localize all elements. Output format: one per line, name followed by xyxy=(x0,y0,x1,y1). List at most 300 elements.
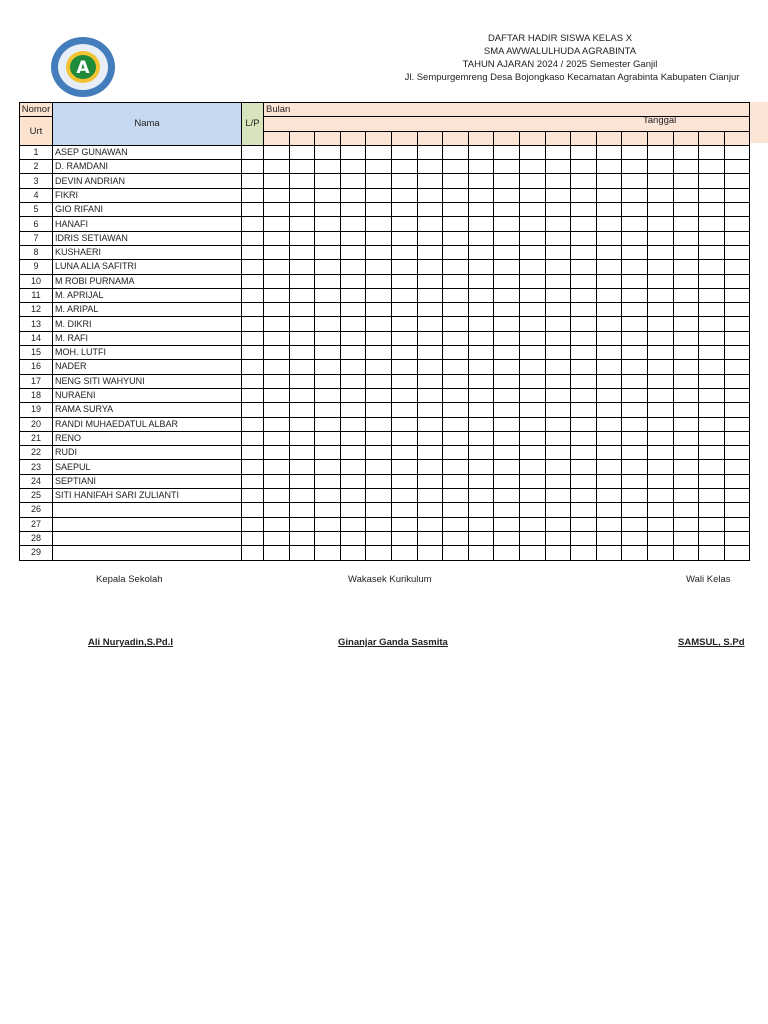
student-name: RENO xyxy=(53,431,242,445)
attendance-cell xyxy=(417,174,443,188)
attendance-cell xyxy=(699,446,725,460)
table-row xyxy=(20,331,750,345)
attendance-cell xyxy=(545,274,571,288)
table-row xyxy=(20,346,750,360)
attendance-cell xyxy=(699,231,725,245)
attendance-cell xyxy=(571,460,597,474)
attendance-cell xyxy=(519,331,545,345)
attendance-cell xyxy=(596,331,622,345)
attendance-cell xyxy=(699,274,725,288)
attendance-cell xyxy=(622,431,648,445)
day-header-cell xyxy=(289,131,315,145)
attendance-cell xyxy=(519,546,545,560)
attendance-cell xyxy=(622,145,648,159)
gender-cell xyxy=(242,303,264,317)
attendance-cell xyxy=(545,446,571,460)
attendance-cell xyxy=(724,503,750,517)
day-header-cell xyxy=(571,131,597,145)
attendance-cell xyxy=(596,360,622,374)
attendance-cell xyxy=(264,431,290,445)
attendance-cell xyxy=(443,174,469,188)
attendance-cell xyxy=(647,203,673,217)
attendance-cell xyxy=(264,374,290,388)
attendance-cell xyxy=(596,346,622,360)
attendance-cell xyxy=(545,489,571,503)
attendance-cell xyxy=(571,374,597,388)
attendance-cell xyxy=(673,288,699,302)
attendance-cell xyxy=(340,360,366,374)
attendance-cell xyxy=(315,174,341,188)
attendance-cell xyxy=(340,245,366,259)
attendance-cell xyxy=(366,446,392,460)
row-number: 19 xyxy=(20,403,53,417)
student-name: FIKRI xyxy=(53,188,242,202)
attendance-cell xyxy=(340,531,366,545)
attendance-cell xyxy=(519,188,545,202)
attendance-cell xyxy=(699,260,725,274)
attendance-cell xyxy=(647,503,673,517)
table-row xyxy=(20,388,750,402)
attendance-cell xyxy=(391,188,417,202)
attendance-cell xyxy=(519,460,545,474)
attendance-cell xyxy=(647,331,673,345)
kepala-sekolah-title: Kepala Sekolah xyxy=(96,574,163,585)
attendance-cell xyxy=(468,217,494,231)
attendance-cell xyxy=(340,489,366,503)
attendance-cell xyxy=(340,260,366,274)
attendance-cell xyxy=(647,346,673,360)
attendance-cell xyxy=(571,517,597,531)
attendance-cell xyxy=(673,446,699,460)
attendance-cell xyxy=(417,274,443,288)
attendance-cell xyxy=(545,474,571,488)
attendance-cell xyxy=(596,489,622,503)
attendance-cell xyxy=(647,174,673,188)
attendance-cell xyxy=(724,417,750,431)
attendance-cell xyxy=(468,360,494,374)
attendance-cell xyxy=(724,374,750,388)
attendance-cell xyxy=(647,388,673,402)
day-header-cell xyxy=(264,131,290,145)
attendance-cell xyxy=(289,503,315,517)
attendance-cell xyxy=(264,460,290,474)
attendance-cell xyxy=(494,303,520,317)
attendance-cell xyxy=(264,360,290,374)
gender-cell xyxy=(242,474,264,488)
attendance-cell xyxy=(264,217,290,231)
student-name: RUDI xyxy=(53,446,242,460)
day-header-cell xyxy=(417,131,443,145)
attendance-cell xyxy=(596,531,622,545)
table-row xyxy=(20,531,750,545)
attendance-cell xyxy=(596,288,622,302)
attendance-cell xyxy=(468,474,494,488)
attendance-cell xyxy=(417,460,443,474)
student-name: RANDI MUHAEDATUL ALBAR xyxy=(53,417,242,431)
attendance-cell xyxy=(647,489,673,503)
attendance-cell xyxy=(699,374,725,388)
attendance-cell xyxy=(647,460,673,474)
attendance-cell xyxy=(468,388,494,402)
attendance-cell xyxy=(417,489,443,503)
attendance-cell xyxy=(417,288,443,302)
attendance-cell xyxy=(417,417,443,431)
student-name: NADER xyxy=(53,360,242,374)
attendance-cell xyxy=(596,317,622,331)
attendance-cell xyxy=(417,303,443,317)
attendance-cell xyxy=(417,217,443,231)
day-header-cell xyxy=(673,131,699,145)
attendance-cell xyxy=(391,360,417,374)
attendance-cell xyxy=(443,417,469,431)
attendance-cell xyxy=(366,160,392,174)
attendance-cell xyxy=(468,517,494,531)
table-row xyxy=(20,188,750,202)
attendance-cell xyxy=(494,274,520,288)
row-number: 2 xyxy=(20,160,53,174)
attendance-cell xyxy=(315,145,341,159)
attendance-cell xyxy=(673,331,699,345)
table-row xyxy=(20,546,750,560)
attendance-cell xyxy=(391,503,417,517)
attendance-cell xyxy=(289,217,315,231)
attendance-cell xyxy=(571,145,597,159)
col-bulan-header: Bulan xyxy=(264,103,750,117)
attendance-cell xyxy=(443,231,469,245)
student-name: M. DIKRI xyxy=(53,317,242,331)
attendance-cell xyxy=(391,288,417,302)
attendance-cell xyxy=(391,474,417,488)
header-band-edge xyxy=(749,102,768,143)
attendance-cell xyxy=(443,331,469,345)
day-header-cell xyxy=(468,131,494,145)
attendance-cell xyxy=(724,174,750,188)
attendance-cell xyxy=(494,417,520,431)
day-header-cell xyxy=(340,131,366,145)
attendance-cell xyxy=(545,288,571,302)
student-name: M. RAFI xyxy=(53,331,242,345)
gender-cell xyxy=(242,203,264,217)
attendance-table xyxy=(19,102,750,561)
attendance-cell xyxy=(315,160,341,174)
attendance-cell xyxy=(443,346,469,360)
attendance-cell xyxy=(443,489,469,503)
attendance-cell xyxy=(545,360,571,374)
col-nomor-header: Nomor xyxy=(20,103,53,117)
attendance-cell xyxy=(443,303,469,317)
attendance-cell xyxy=(340,546,366,560)
attendance-cell xyxy=(519,303,545,317)
attendance-cell xyxy=(417,374,443,388)
attendance-cell xyxy=(494,517,520,531)
attendance-cell xyxy=(519,260,545,274)
row-number: 17 xyxy=(20,374,53,388)
attendance-cell xyxy=(673,503,699,517)
attendance-cell xyxy=(724,531,750,545)
attendance-cell xyxy=(596,203,622,217)
gender-cell xyxy=(242,403,264,417)
attendance-cell xyxy=(417,203,443,217)
day-header-cell xyxy=(443,131,469,145)
attendance-cell xyxy=(289,460,315,474)
attendance-cell xyxy=(340,388,366,402)
attendance-cell xyxy=(443,288,469,302)
attendance-cell xyxy=(494,489,520,503)
attendance-cell xyxy=(340,188,366,202)
day-header-cell xyxy=(391,131,417,145)
attendance-cell xyxy=(673,546,699,560)
row-number: 8 xyxy=(20,245,53,259)
attendance-cell xyxy=(622,346,648,360)
attendance-cell xyxy=(340,160,366,174)
attendance-cell xyxy=(443,374,469,388)
attendance-cell xyxy=(340,317,366,331)
attendance-cell xyxy=(596,231,622,245)
gender-cell xyxy=(242,431,264,445)
attendance-cell xyxy=(647,231,673,245)
row-number: 7 xyxy=(20,231,53,245)
attendance-cell xyxy=(622,303,648,317)
row-number: 27 xyxy=(20,517,53,531)
attendance-cell xyxy=(596,160,622,174)
attendance-cell xyxy=(366,374,392,388)
attendance-cell xyxy=(647,317,673,331)
attendance-cell xyxy=(366,331,392,345)
attendance-cell xyxy=(264,174,290,188)
attendance-cell xyxy=(571,489,597,503)
attendance-cell xyxy=(366,288,392,302)
attendance-cell xyxy=(571,331,597,345)
attendance-cell xyxy=(264,346,290,360)
attendance-cell xyxy=(340,503,366,517)
attendance-cell xyxy=(391,531,417,545)
table-row xyxy=(20,503,750,517)
table-row xyxy=(20,160,750,174)
attendance-cell xyxy=(494,160,520,174)
row-number: 29 xyxy=(20,546,53,560)
attendance-cell xyxy=(494,317,520,331)
attendance-cell xyxy=(673,203,699,217)
attendance-cell xyxy=(571,546,597,560)
attendance-cell xyxy=(724,217,750,231)
attendance-cell xyxy=(724,403,750,417)
attendance-cell xyxy=(391,489,417,503)
attendance-cell xyxy=(468,346,494,360)
student-name: HANAFI xyxy=(53,217,242,231)
attendance-cell xyxy=(468,188,494,202)
attendance-cell xyxy=(264,517,290,531)
attendance-cell xyxy=(468,245,494,259)
wali-kelas-title: Wali Kelas xyxy=(686,574,731,585)
attendance-cell xyxy=(519,360,545,374)
attendance-cell xyxy=(724,431,750,445)
attendance-cell xyxy=(673,317,699,331)
attendance-cell xyxy=(417,403,443,417)
day-header-cell xyxy=(699,131,725,145)
attendance-cell xyxy=(519,160,545,174)
attendance-cell xyxy=(366,217,392,231)
attendance-cell xyxy=(699,331,725,345)
wali-kelas-name: SAMSUL, S.Pd xyxy=(678,637,745,648)
gender-cell xyxy=(242,446,264,460)
attendance-cell xyxy=(468,145,494,159)
attendance-cell xyxy=(264,403,290,417)
attendance-cell xyxy=(417,546,443,560)
day-header-cell xyxy=(647,131,673,145)
attendance-cell xyxy=(391,546,417,560)
attendance-cell xyxy=(647,260,673,274)
attendance-cell xyxy=(494,260,520,274)
attendance-cell xyxy=(673,346,699,360)
attendance-cell xyxy=(724,188,750,202)
attendance-cell xyxy=(596,145,622,159)
attendance-cell xyxy=(622,274,648,288)
attendance-cell xyxy=(571,446,597,460)
attendance-cell xyxy=(417,446,443,460)
attendance-cell xyxy=(340,417,366,431)
attendance-cell xyxy=(622,546,648,560)
attendance-cell xyxy=(647,245,673,259)
attendance-cell xyxy=(571,531,597,545)
attendance-cell xyxy=(724,460,750,474)
gender-cell xyxy=(242,531,264,545)
attendance-cell xyxy=(596,217,622,231)
attendance-cell xyxy=(724,546,750,560)
row-number: 13 xyxy=(20,317,53,331)
attendance-cell xyxy=(545,403,571,417)
row-number: 25 xyxy=(20,489,53,503)
row-number: 1 xyxy=(20,145,53,159)
attendance-cell xyxy=(699,160,725,174)
attendance-cell xyxy=(289,331,315,345)
school-emblem-icon xyxy=(50,36,116,98)
attendance-cell xyxy=(519,489,545,503)
attendance-cell xyxy=(366,503,392,517)
attendance-cell xyxy=(391,217,417,231)
attendance-cell xyxy=(340,217,366,231)
row-number: 28 xyxy=(20,531,53,545)
attendance-cell xyxy=(289,317,315,331)
attendance-cell xyxy=(443,317,469,331)
attendance-cell xyxy=(443,260,469,274)
attendance-cell xyxy=(699,203,725,217)
attendance-cell xyxy=(468,274,494,288)
attendance-cell xyxy=(571,188,597,202)
attendance-cell xyxy=(468,446,494,460)
attendance-cell xyxy=(315,331,341,345)
attendance-cell xyxy=(596,546,622,560)
attendance-cell xyxy=(264,260,290,274)
attendance-cell xyxy=(519,274,545,288)
student-name: NURAENI xyxy=(53,388,242,402)
attendance-cell xyxy=(417,517,443,531)
attendance-cell xyxy=(596,417,622,431)
attendance-cell xyxy=(699,245,725,259)
attendance-cell xyxy=(494,245,520,259)
attendance-cell xyxy=(571,203,597,217)
attendance-cell xyxy=(519,231,545,245)
attendance-cell xyxy=(647,303,673,317)
table-row xyxy=(20,403,750,417)
gender-cell xyxy=(242,160,264,174)
gender-cell xyxy=(242,331,264,345)
gender-cell xyxy=(242,145,264,159)
attendance-cell xyxy=(443,217,469,231)
attendance-cell xyxy=(340,203,366,217)
attendance-cell xyxy=(724,446,750,460)
attendance-cell xyxy=(289,403,315,417)
attendance-cell xyxy=(519,531,545,545)
table-row xyxy=(20,517,750,531)
attendance-cell xyxy=(289,245,315,259)
svg-text:A: A xyxy=(76,58,90,78)
attendance-cell xyxy=(519,431,545,445)
attendance-cell xyxy=(391,388,417,402)
attendance-cell xyxy=(264,503,290,517)
attendance-cell xyxy=(289,360,315,374)
attendance-cell xyxy=(699,431,725,445)
gender-cell xyxy=(242,546,264,560)
attendance-cell xyxy=(289,517,315,531)
attendance-cell xyxy=(289,145,315,159)
attendance-cell xyxy=(699,503,725,517)
attendance-cell xyxy=(315,274,341,288)
student-name xyxy=(53,503,242,517)
attendance-cell xyxy=(571,388,597,402)
attendance-cell xyxy=(417,260,443,274)
attendance-cell xyxy=(340,474,366,488)
attendance-cell xyxy=(647,546,673,560)
attendance-cell xyxy=(315,260,341,274)
attendance-cell xyxy=(289,346,315,360)
row-number: 21 xyxy=(20,431,53,445)
attendance-cell xyxy=(264,317,290,331)
attendance-cell xyxy=(494,460,520,474)
table-row xyxy=(20,274,750,288)
attendance-cell xyxy=(673,174,699,188)
row-number: 23 xyxy=(20,460,53,474)
attendance-cell xyxy=(673,417,699,431)
attendance-cell xyxy=(724,288,750,302)
attendance-cell xyxy=(289,546,315,560)
attendance-cell xyxy=(699,489,725,503)
attendance-cell xyxy=(596,446,622,460)
student-name: KUSHAERI xyxy=(53,245,242,259)
attendance-cell xyxy=(519,217,545,231)
attendance-cell xyxy=(289,374,315,388)
attendance-cell xyxy=(443,403,469,417)
attendance-cell xyxy=(494,217,520,231)
attendance-cell xyxy=(596,517,622,531)
attendance-cell xyxy=(622,374,648,388)
attendance-cell xyxy=(571,360,597,374)
attendance-cell xyxy=(724,517,750,531)
day-header-cell xyxy=(545,131,571,145)
attendance-cell xyxy=(315,474,341,488)
attendance-cell xyxy=(468,331,494,345)
attendance-cell xyxy=(391,274,417,288)
attendance-cell xyxy=(673,231,699,245)
row-number: 22 xyxy=(20,446,53,460)
attendance-cell xyxy=(289,160,315,174)
attendance-cell xyxy=(391,160,417,174)
student-name: IDRIS SETIAWAN xyxy=(53,231,242,245)
attendance-cell xyxy=(391,403,417,417)
attendance-cell xyxy=(468,489,494,503)
header-address: Jl. Sempurgemreng Desa Bojongkaso Kecamatan Agrabinta Kabupaten Cianjur xyxy=(404,72,740,83)
attendance-cell xyxy=(366,417,392,431)
gender-cell xyxy=(242,188,264,202)
